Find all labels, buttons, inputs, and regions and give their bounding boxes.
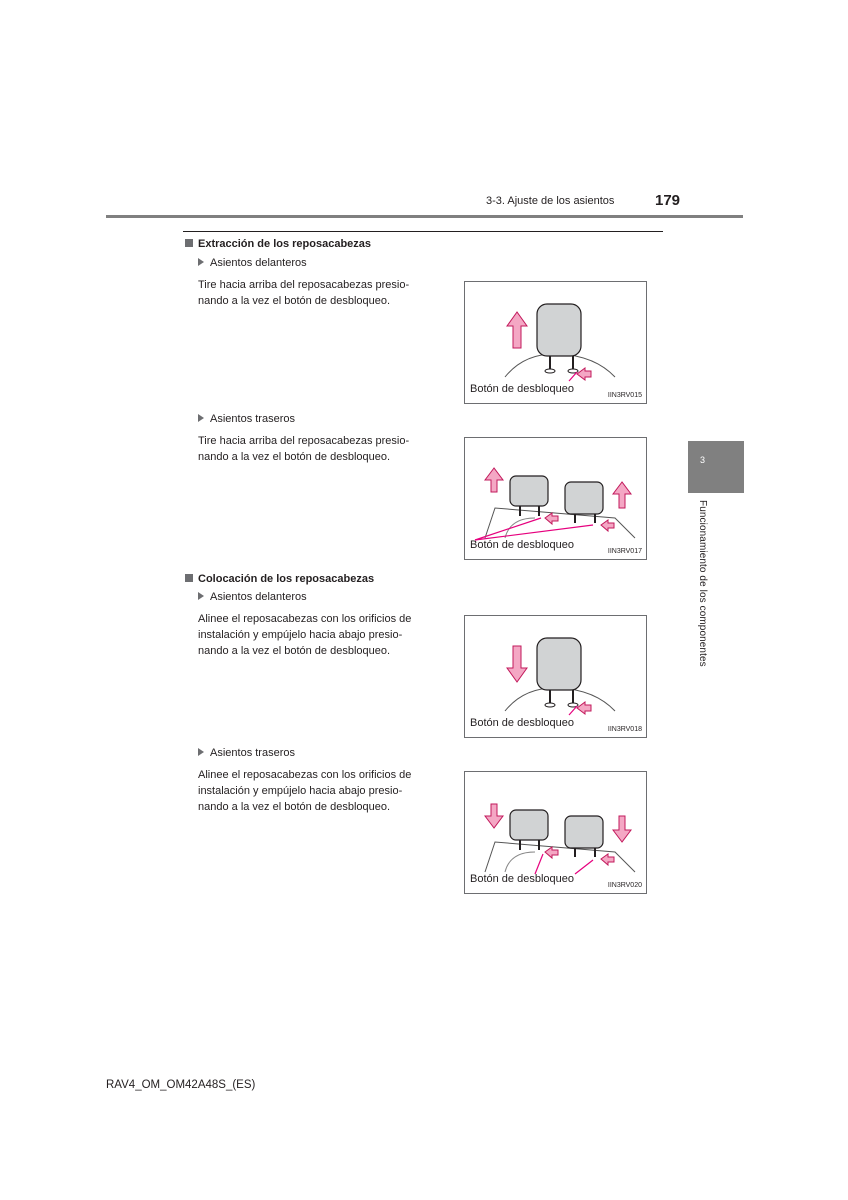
figure-code: IIN3RV020 — [607, 882, 642, 889]
triangle-bullet-icon — [198, 748, 204, 756]
triangle-bullet-icon — [198, 258, 204, 266]
instruction-paragraph: Alinee el reposacabezas con los orificios de instalación y empújelo hacia abajo presio- nando a la vez el botón de desbloqueo. — [198, 769, 412, 813]
figure-front-headrest-installation — [464, 615, 647, 738]
section-title-removal: Extracción de los reposacabezas — [185, 238, 371, 250]
section-title-installation: Colocación de los reposacabezas — [185, 573, 374, 585]
chapter-tab-number: 3 — [700, 455, 706, 465]
figure-label: Botón de desbloqueo — [470, 717, 574, 729]
header-rule — [106, 215, 743, 218]
instruction-paragraph: Tire hacia arriba del reposacabezas presio- nando a la vez el botón de desbloqueo. — [198, 279, 410, 307]
instruction-paragraph: Tire hacia arriba del reposacabezas presio- nando a la vez el botón de desbloqueo. — [198, 435, 410, 463]
triangle-bullet-icon — [198, 414, 204, 422]
figure-code: IIN3RV015 — [607, 392, 642, 399]
figure-label: Botón de desbloqueo — [470, 873, 574, 885]
subtitle-front-seats: Asientos delanteros — [198, 591, 307, 603]
subtitle-rear-seats: Asientos traseros — [198, 413, 295, 425]
figure-front-headrest-removal — [464, 281, 647, 404]
running-header-section: 3-3. Ajuste de los asientos — [486, 195, 615, 207]
square-bullet-icon — [185, 239, 193, 247]
instruction-paragraph: Alinee el reposacabezas con los orificios de instalación y empújelo hacia abajo presio- nando a la vez el botón de desbloqueo. — [198, 613, 412, 657]
figure-rear-headrest-removal — [464, 437, 647, 560]
subtitle-rear-seats: Asientos traseros — [198, 747, 295, 759]
square-bullet-icon — [185, 574, 193, 582]
figure-label: Botón de desbloqueo — [470, 539, 574, 551]
triangle-bullet-icon — [198, 592, 204, 600]
figure-rear-headrest-installation — [464, 771, 647, 894]
figure-label: Botón de desbloqueo — [470, 383, 574, 395]
page-number: 179 — [655, 192, 681, 209]
footer-document-code: RAV4_OM_OM42A48S_(ES) — [106, 1079, 256, 1091]
figure-code: IIN3RV018 — [607, 726, 642, 733]
section-rule — [183, 231, 663, 232]
subtitle-front-seats: Asientos delanteros — [198, 257, 307, 269]
chapter-tab — [688, 441, 744, 493]
chapter-tab-label: Funcionamiento de los componentes — [697, 500, 708, 667]
figure-code: IIN3RV017 — [607, 548, 642, 555]
